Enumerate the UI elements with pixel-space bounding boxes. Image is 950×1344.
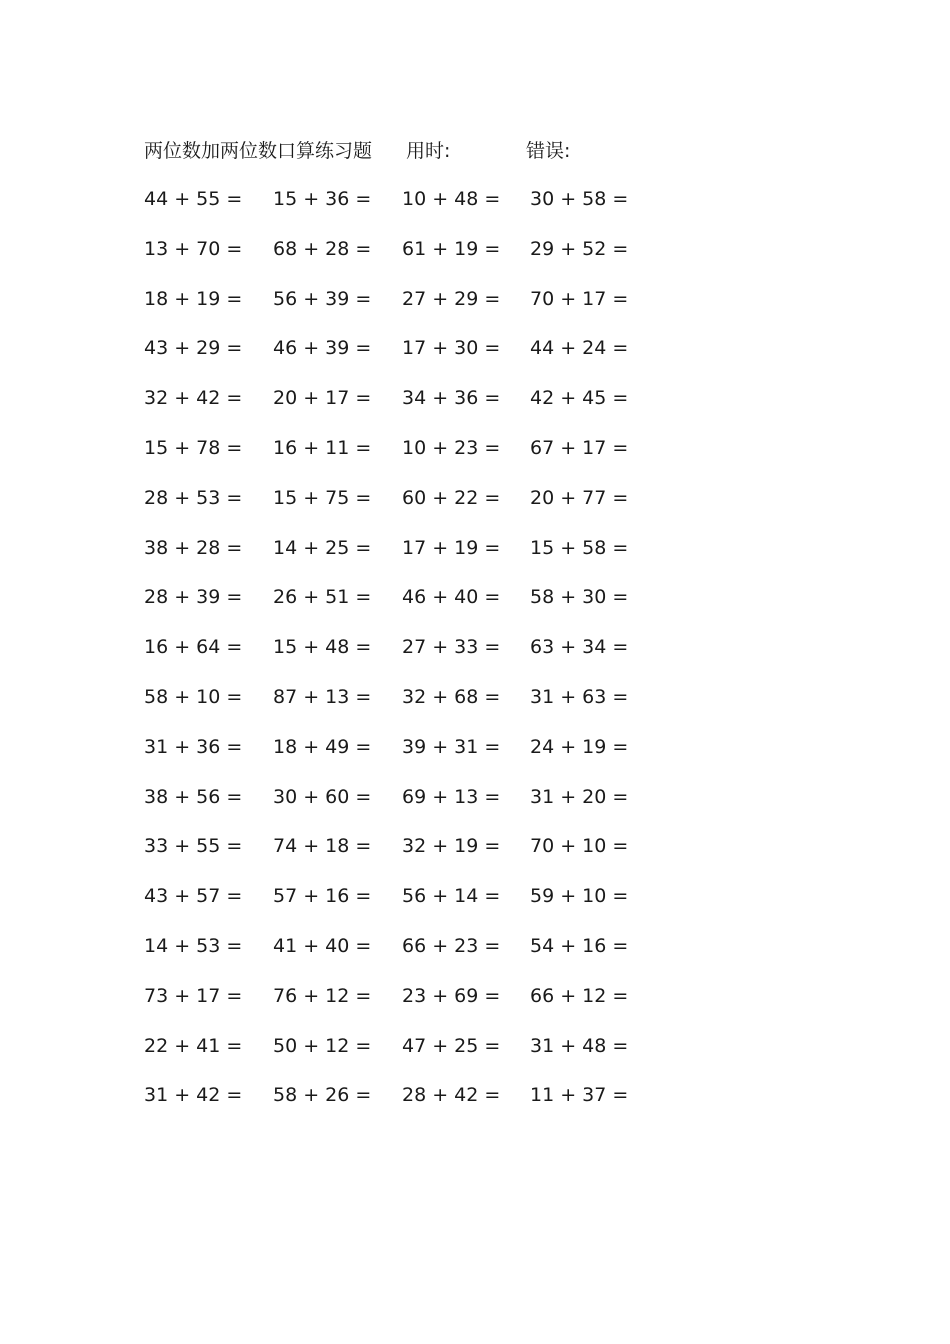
problem-item: 23 + 69 = (402, 984, 501, 1007)
problem-row (144, 1031, 664, 1081)
problem-item: 46 + 39 = (273, 337, 372, 360)
problem-item: 70 + 10 = (530, 835, 629, 858)
problem-row (144, 582, 664, 632)
problem-item: 33 + 55 = (144, 835, 243, 858)
problem-item: 32 + 68 = (402, 685, 501, 708)
problem-item: 27 + 33 = (402, 636, 501, 659)
problem-row (144, 1080, 664, 1130)
problem-item: 63 + 34 = (530, 636, 629, 659)
problem-item: 27 + 29 = (402, 287, 501, 310)
problem-item: 38 + 56 = (144, 785, 243, 808)
problem-item: 32 + 19 = (402, 835, 501, 858)
problem-item: 44 + 55 = (144, 188, 243, 210)
worksheet-title: 两位数加两位数口算练习题 (144, 140, 373, 162)
problem-item: 20 + 17 = (273, 387, 372, 410)
problem-item: 76 + 12 = (273, 984, 372, 1007)
problem-item: 60 + 22 = (402, 486, 501, 509)
problem-item: 34 + 36 = (402, 387, 501, 410)
problem-item: 61 + 19 = (402, 237, 501, 260)
problem-item: 18 + 49 = (273, 735, 372, 758)
problem-item: 31 + 42 = (144, 1084, 243, 1107)
problem-item: 58 + 30 = (530, 586, 629, 609)
problem-item: 24 + 19 = (530, 735, 629, 758)
problem-item: 30 + 58 = (530, 188, 629, 210)
problem-item: 66 + 12 = (530, 984, 629, 1007)
problem-row (144, 533, 664, 583)
problem-item: 15 + 75 = (273, 486, 372, 509)
problem-row (144, 981, 664, 1031)
problem-item: 29 + 52 = (530, 237, 629, 260)
problem-item: 10 + 48 = (402, 188, 501, 210)
problem-item: 32 + 42 = (144, 387, 243, 410)
problem-item: 59 + 10 = (530, 885, 629, 908)
problem-item: 31 + 48 = (530, 1034, 629, 1057)
problem-item: 31 + 63 = (530, 685, 629, 708)
problem-grid (144, 184, 664, 1130)
problem-row (144, 732, 664, 782)
problem-item: 26 + 51 = (273, 586, 372, 609)
problem-item: 28 + 53 = (144, 486, 243, 509)
problem-item: 20 + 77 = (530, 486, 629, 509)
problem-item: 38 + 28 = (144, 536, 243, 559)
problem-row (144, 433, 664, 483)
problem-item: 67 + 17 = (530, 436, 629, 459)
problem-item: 46 + 40 = (402, 586, 501, 609)
problem-item: 31 + 20 = (530, 785, 629, 808)
problem-item: 15 + 48 = (273, 636, 372, 659)
problem-row (144, 682, 664, 732)
problem-row (144, 234, 664, 284)
problem-item: 30 + 60 = (273, 785, 372, 808)
problem-item: 11 + 37 = (530, 1084, 629, 1107)
errors-label: 错误: (526, 140, 571, 162)
problem-item: 87 + 13 = (273, 685, 372, 708)
problem-item: 44 + 24 = (530, 337, 629, 360)
problem-item: 41 + 40 = (273, 934, 372, 957)
problem-row (144, 632, 664, 682)
problem-row (144, 483, 664, 533)
problem-item: 73 + 17 = (144, 984, 243, 1007)
problem-row (144, 931, 664, 981)
problem-item: 31 + 36 = (144, 735, 243, 758)
problem-item: 74 + 18 = (273, 835, 372, 858)
problem-row (144, 184, 664, 234)
problem-item: 15 + 36 = (273, 188, 372, 210)
problem-item: 10 + 23 = (402, 436, 501, 459)
problem-item: 28 + 39 = (144, 586, 243, 609)
problem-item: 58 + 10 = (144, 685, 243, 708)
problem-row (144, 831, 664, 881)
problem-item: 43 + 57 = (144, 885, 243, 908)
problem-item: 13 + 70 = (144, 237, 243, 260)
problem-item: 56 + 39 = (273, 287, 372, 310)
problem-item: 43 + 29 = (144, 337, 243, 360)
problem-item: 66 + 23 = (402, 934, 501, 957)
problem-item: 69 + 13 = (402, 785, 501, 808)
problem-item: 68 + 28 = (273, 237, 372, 260)
problem-item: 39 + 31 = (402, 735, 501, 758)
problem-item: 70 + 17 = (530, 287, 629, 310)
problem-row (144, 333, 664, 383)
problem-item: 28 + 42 = (402, 1084, 501, 1107)
problem-item: 18 + 19 = (144, 287, 243, 310)
problem-item: 56 + 14 = (402, 885, 501, 908)
problem-item: 57 + 16 = (273, 885, 372, 908)
problem-item: 50 + 12 = (273, 1034, 372, 1057)
problem-row (144, 782, 664, 832)
worksheet-header (144, 136, 764, 166)
problem-row (144, 881, 664, 931)
problem-item: 58 + 26 = (273, 1084, 372, 1107)
problem-row (144, 284, 664, 334)
problem-item: 16 + 64 = (144, 636, 243, 659)
problem-row (144, 383, 664, 433)
problem-item: 22 + 41 = (144, 1034, 243, 1057)
problem-item: 54 + 16 = (530, 934, 629, 957)
problem-item: 15 + 58 = (530, 536, 629, 559)
problem-item: 47 + 25 = (402, 1034, 501, 1057)
problem-item: 16 + 11 = (273, 436, 372, 459)
problem-item: 17 + 30 = (402, 337, 501, 360)
time-used-label: 用时: (406, 140, 451, 162)
problem-item: 15 + 78 = (144, 436, 243, 459)
problem-item: 14 + 25 = (273, 536, 372, 559)
problem-item: 14 + 53 = (144, 934, 243, 957)
problem-item: 17 + 19 = (402, 536, 501, 559)
problem-item: 42 + 45 = (530, 387, 629, 410)
